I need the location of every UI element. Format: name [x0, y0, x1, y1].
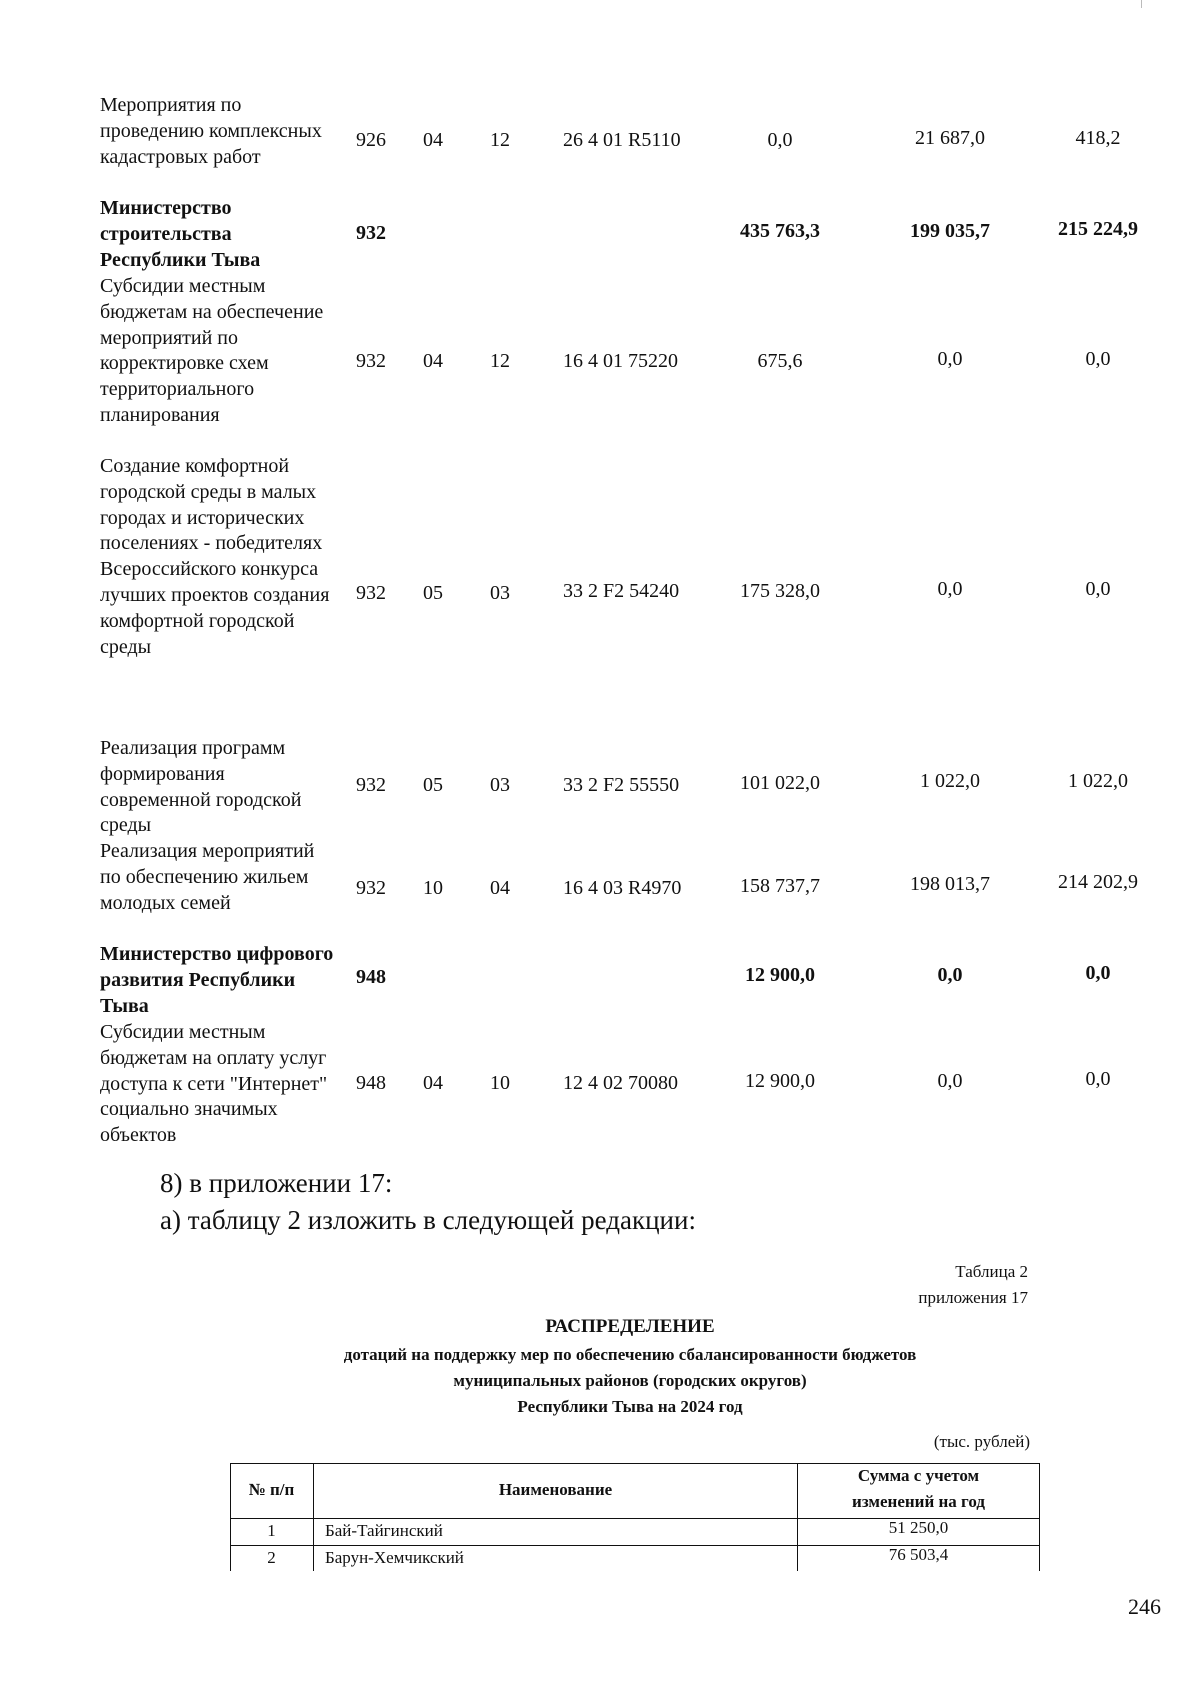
row-name: Министерство строительства Республики Тыва — [100, 197, 261, 271]
row-number: 2 — [267, 1548, 276, 1567]
row-target-item: 26 4 01 R5110 — [563, 129, 681, 151]
row-name: Мероприятия по проведению комплексных кадастровых работ — [100, 94, 322, 168]
row-section: 04 — [423, 1072, 443, 1094]
row-value-2025: 1 022,0 — [920, 770, 980, 792]
row-value-2025: 198 013,7 — [910, 873, 990, 895]
row-target-item: 33 2 F2 55550 — [563, 774, 680, 796]
row-name: Реализация мероприятий по обеспечению жильем молодых семей — [100, 840, 315, 914]
header-name: Наименование — [498, 1480, 613, 1499]
row-target-item: 16 4 03 R4970 — [563, 877, 682, 899]
header-number: № п/п — [248, 1480, 295, 1499]
row-name: Реализация программ формирования современной городской среды — [100, 737, 302, 837]
header-sum-line-1: Сумма с учетом — [857, 1466, 980, 1485]
row-code: 932 — [356, 582, 386, 604]
row-value-2025: 0,0 — [937, 578, 963, 600]
row-code: 926 — [356, 129, 386, 151]
row-subsection: 03 — [490, 774, 510, 796]
row-value-2024: 435 763,3 — [740, 220, 820, 242]
row-value-2026: 0,0 — [1085, 348, 1111, 370]
row-subsection: 03 — [490, 582, 510, 604]
row-value-2025: 21 687,0 — [915, 127, 985, 149]
row-subsection: 04 — [490, 877, 510, 899]
row-target-item: 12 4 02 70080 — [563, 1072, 678, 1094]
row-target-item: 16 4 01 75220 — [563, 350, 678, 372]
document-subtitle-line-3: Республики Тыва на 2024 год — [517, 1397, 743, 1416]
row-target-item: 33 2 F2 54240 — [563, 580, 680, 602]
document-subtitle-line-1: дотаций на поддержку мер по обеспечению сбалансированности бюджетов — [343, 1345, 917, 1364]
row-value-2026: 0,0 — [1085, 1068, 1111, 1090]
row-value-2026: 215 224,9 — [1058, 218, 1138, 240]
row-value-2026: 0,0 — [1085, 578, 1111, 600]
row-value-2024: 175 328,0 — [740, 580, 820, 602]
amendment-item-8: 8) в приложении 17: — [160, 1168, 393, 1198]
table-border-top — [230, 1463, 1040, 1464]
row-value-2024: 12 900,0 — [745, 964, 815, 986]
table-border-right — [1039, 1463, 1040, 1571]
row-code: 932 — [356, 350, 386, 372]
row-subsection: 10 — [490, 1072, 510, 1094]
row-value-2025: 0,0 — [937, 964, 963, 986]
row-name: Субсидии местным бюджетам на обеспечение мероприятий по корректировке схем территориального планирования — [100, 275, 324, 426]
row-value-2025: 199 035,7 — [910, 220, 990, 242]
document-subtitle-line-2: муниципальных районов (городских округов) — [453, 1371, 807, 1390]
row-name: Субсидии местным бюджетам на оплату услуг доступа к сети "Интернет" социально значимых объектов — [100, 1021, 328, 1147]
row-subsection: 12 — [490, 129, 510, 151]
row-value-2026: 1 022,0 — [1068, 770, 1128, 792]
header-sum-line-2: изменений на год — [852, 1492, 985, 1511]
row-value-2024: 101 022,0 — [740, 772, 820, 794]
row-code: 948 — [356, 1072, 386, 1094]
row-number: 1 — [267, 1521, 276, 1540]
row-value-2024: 0,0 — [767, 129, 793, 151]
row-sum: 76 503,4 — [888, 1545, 949, 1564]
row-subsection: 12 — [490, 350, 510, 372]
row-value-2026: 214 202,9 — [1058, 871, 1138, 893]
row-value-2024: 158 737,7 — [740, 875, 820, 897]
row-code: 932 — [356, 774, 386, 796]
row-district-name: Барун-Хемчикский — [325, 1548, 464, 1567]
row-value-2026: 418,2 — [1075, 127, 1121, 149]
scan-mark — [1141, 0, 1142, 8]
row-sum: 51 250,0 — [888, 1518, 949, 1537]
row-district-name: Бай-Тайгинский — [325, 1521, 443, 1540]
row-value-2025: 0,0 — [937, 1070, 963, 1092]
table-reference: Таблица 2 — [955, 1262, 1028, 1281]
amendment-item-a: а) таблицу 2 изложить в следующей редакции: — [160, 1205, 696, 1235]
row-name: Министерство цифрового развития Республики Тыва — [100, 943, 334, 1017]
units-note: (тыс. рублей) — [933, 1432, 1030, 1451]
appendix-reference: приложения 17 — [918, 1288, 1028, 1307]
row-section: 05 — [423, 582, 443, 604]
row-section: 04 — [423, 350, 443, 372]
row-section: 04 — [423, 129, 443, 151]
document-title: РАСПРЕДЕЛЕНИЕ — [545, 1316, 715, 1337]
page-number: 246 — [1128, 1594, 1161, 1619]
row-value-2024: 12 900,0 — [745, 1070, 815, 1092]
row-section: 05 — [423, 774, 443, 796]
row-code: 932 — [356, 222, 386, 244]
row-code: 932 — [356, 877, 386, 899]
row-code: 948 — [356, 966, 386, 988]
row-value-2024: 675,6 — [757, 350, 803, 372]
subsidy-table — [230, 1463, 1040, 1571]
row-value-2025: 0,0 — [937, 348, 963, 370]
row-section: 10 — [423, 877, 443, 899]
row-name: Создание комфортной городской среды в малых городах и исторических поселениях - победителях Всероссийского конкурса лучших проектов создания комфортной городской среды — [100, 455, 330, 658]
row-value-2026: 0,0 — [1085, 962, 1111, 984]
